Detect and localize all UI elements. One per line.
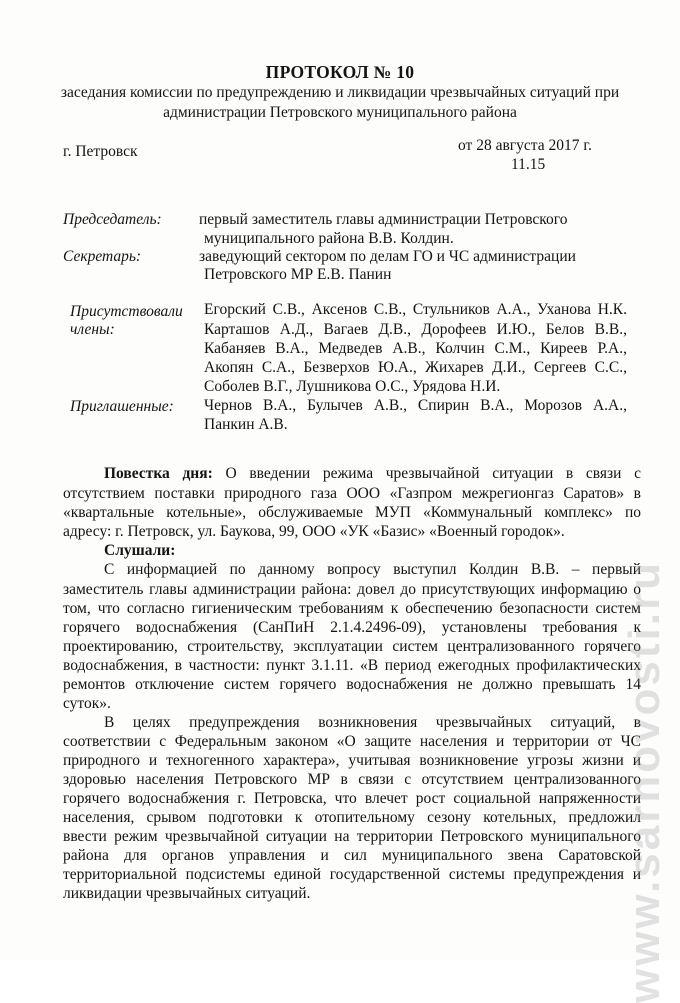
- members-line: Акопян С.А., Безверхов Ю.А., Жихарев Д.И., Сергеев С.С.,: [204, 359, 627, 376]
- chair-line-2: муниципального района В.В. Колдин.: [204, 230, 454, 247]
- secretary-line-1: заведующий сектором по делам ГО и ЧС администрации: [199, 248, 576, 265]
- members-label-line-2: члены:: [70, 321, 115, 338]
- invited-line: Панкин А.В.: [204, 416, 288, 433]
- chair-label: Председатель:: [63, 211, 162, 228]
- paragraph1-line: ремонтов отключение систем горячего водоснабжения не должно превышать 14: [63, 676, 641, 693]
- invited-line: Чернов В.А., Булычев А.В., Спирин В.А., Морозов А.А.,: [204, 397, 627, 414]
- paragraph2-line: горячего водоснабжения г. Петровска, что влечет рост социальной напряженности: [63, 790, 641, 807]
- paragraph2-line: ввести режим чрезвычайной ситуации на территории Петровского муниципального: [63, 828, 641, 845]
- paragraph2-line: соответствии с Федеральным законом «О защите населения и территории от ЧС: [63, 733, 641, 750]
- document-title: ПРОТОКОЛ № 10: [265, 62, 415, 82]
- secretary-line-2: Петровского МР Е.В. Панин: [204, 266, 392, 283]
- chair-line-1: первый заместитель главы администрации Петровского: [199, 211, 568, 228]
- agenda-first-line-text: О введении режима чрезвычайной ситуации в связи с: [225, 465, 642, 482]
- secretary-label: Секретарь:: [63, 248, 142, 265]
- members-line: Карташов А.Д., Вагаев Д.В., Дорофеев И.Ю., Белов В.В.,: [204, 321, 627, 338]
- paragraph1-line: заместитель главы администрации района: довел до присутствующих информацию о: [63, 581, 641, 598]
- paragraph1-line: суток».: [63, 695, 111, 712]
- agenda-line: «квартальные котельные», обслуживаемые МУП «Коммунальный комплекс» по: [63, 504, 641, 521]
- invited-label: Приглашенные:: [70, 398, 174, 415]
- paragraph2-line: района для органов управления и сил муниципального звена Саратовской: [63, 847, 641, 864]
- agenda-line: адресу: г. Петровск, ул. Баукова, 99, ООО «УК «Базис» «Военный городок».: [63, 523, 565, 540]
- paragraph2-line: В целях предупреждения возникновения чрезвычайных ситуаций, в: [104, 714, 641, 731]
- paragraph2-line: населения, срывом подготовки к отопительному сезону котельных, предложил: [63, 809, 641, 826]
- members-line: Кабаняев В.А., Медведев А.В., Колчин С.М., Киреев Р.А.,: [204, 340, 627, 357]
- document-subtitle-line-1: заседания комиссии по предупреждению и ликвидации чрезвычайных ситуаций при: [60, 84, 620, 101]
- meeting-time: 11.15: [511, 156, 546, 173]
- agenda-first-line: [104, 465, 641, 483]
- paragraph1-line: С информацией по данному вопросу выступил Колдин В.В. – первый: [104, 561, 641, 578]
- members-line: Егорский С.В., Аксенов С.В., Стульников А.А., Уханова Н.К.: [204, 301, 627, 318]
- paragraph2-line: природного и техногенного характера», учитывая возникновение угрозы жизни и: [63, 752, 641, 769]
- paragraph1-line: том, что согласно гигиеническим требованиям к обеспечению безопасности систем: [63, 600, 641, 617]
- watermark: www.sarnovosti.ru: [620, 560, 669, 1003]
- city: г. Петровск: [63, 143, 138, 160]
- paragraph2-line: здоровью населения Петровского МР в связи с отсутствием централизованного: [63, 771, 641, 788]
- paragraph1-line: горячего водоснабжения (СанПиН 2.1.4.2496-09), установлены требования к: [63, 619, 641, 636]
- agenda-line: отсутствием поставки природного газа ООО «Газпром межрегионгаз Саратов» в: [63, 485, 641, 502]
- heard-label: Слушали:: [104, 542, 176, 559]
- members-label-line-1: Присутствовали: [70, 303, 183, 320]
- paragraph1-line: проектированию, строительству, эксплуатации систем централизованного горячего: [63, 638, 641, 655]
- paragraph2-line: территориальной подсистемы единой государственной системы предупреждения и: [63, 866, 641, 883]
- meeting-date: от 28 августа 2017 г.: [458, 137, 592, 154]
- members-line: Соболев В.Г., Лушникова О.С., Урядова Н.И.: [204, 378, 501, 395]
- document-subtitle-line-2: администрации Петровского муниципального района: [163, 104, 517, 121]
- agenda-label: Повестка дня:: [104, 465, 213, 482]
- paragraph2-line: ликвидации чрезвычайных ситуаций.: [63, 885, 311, 902]
- paragraph1-line: водоснабжения, в частности: пункт 3.1.11. «В период ежегодных профилактических: [63, 657, 641, 674]
